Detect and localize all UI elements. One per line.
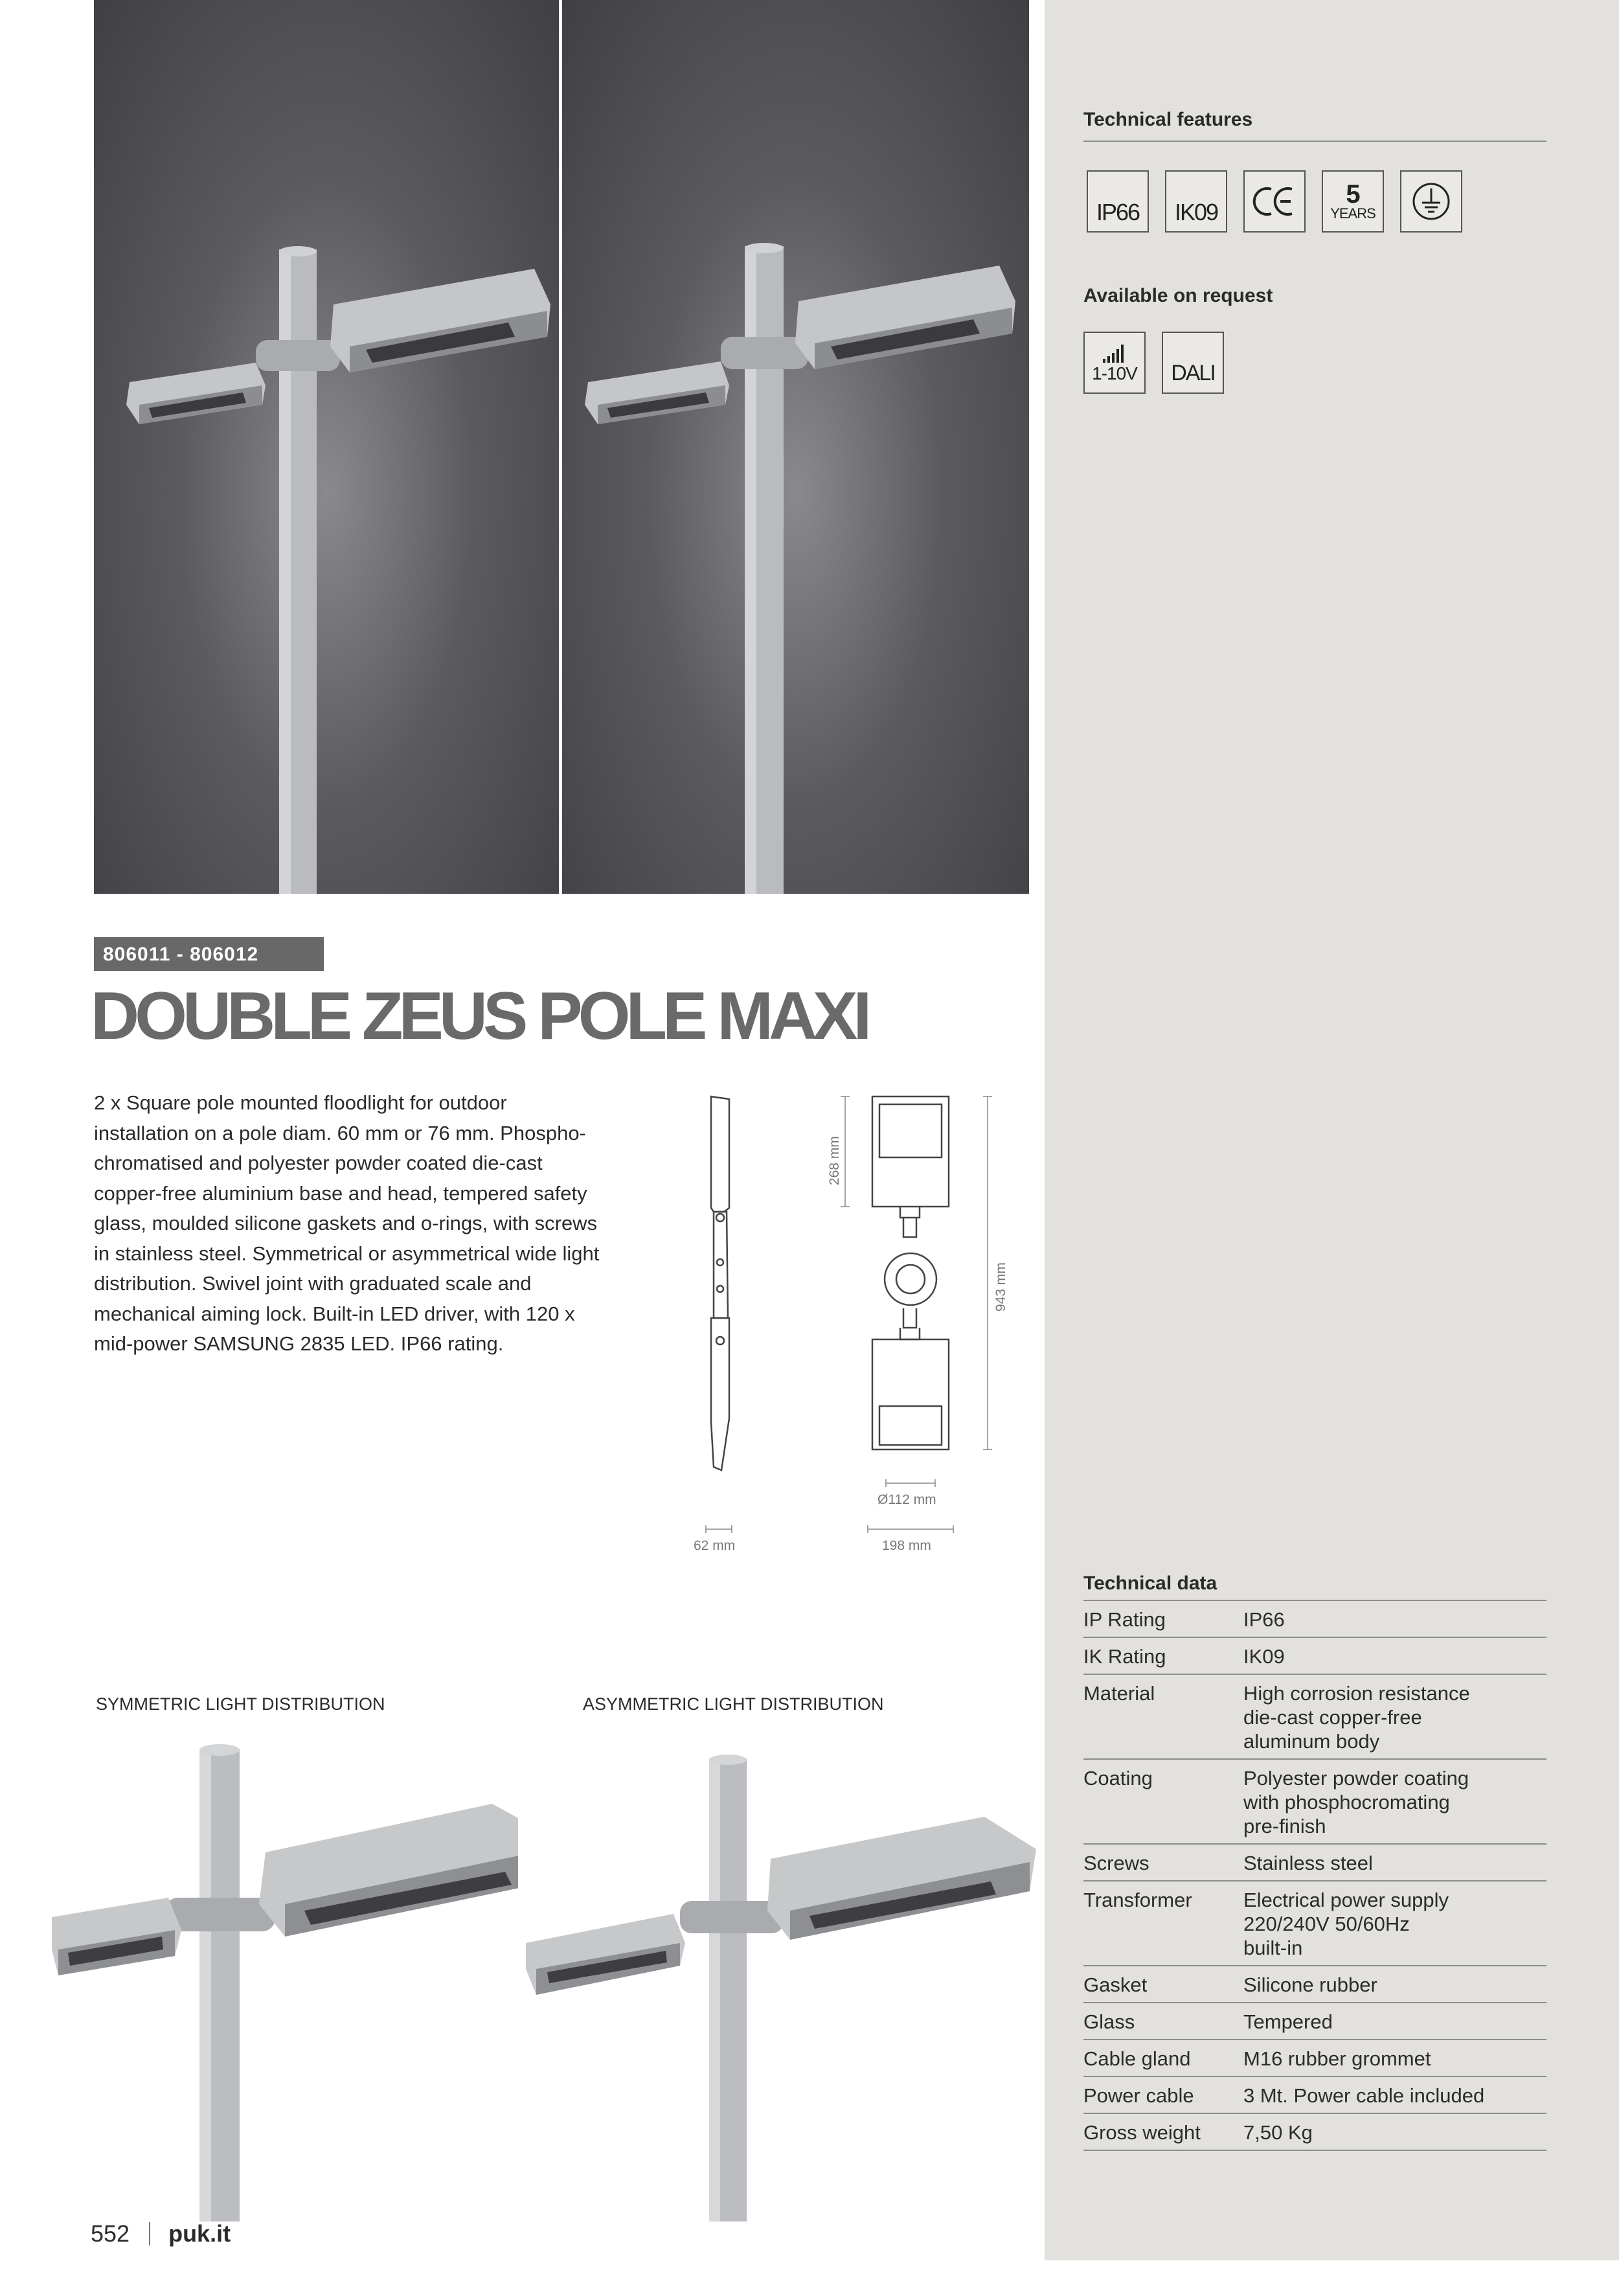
- table-row-key: Gross weight: [1083, 2121, 1201, 2144]
- table-row-value: High corrosion resistance die-cast copper-free aluminum body: [1243, 1682, 1470, 1753]
- table-row-key: Power cable: [1083, 2084, 1194, 2107]
- warranty-icon: 5 YEARS: [1322, 170, 1384, 233]
- table-row: [1083, 1638, 1546, 1675]
- ik-rating-icon: IK09: [1165, 170, 1227, 233]
- hero-photo-left: [94, 0, 559, 894]
- table-row: [1083, 2040, 1546, 2077]
- available-on-request-heading: Available on request: [1083, 285, 1273, 306]
- table-row: [1083, 1675, 1546, 1760]
- technical-data-heading: Technical data: [1083, 1573, 1546, 1601]
- product-description: 2 x Square pole mounted floodlight for outdoor installation on a pole diam. 60 mm or 76 mm. Phospho-chromatised and polyester powder coated die-cast copper-free aluminium base and head, tempered safety glass, moulded silicone gaskets and o-rings, with screws in stainless steel. Symmetrical or asymmetrical wide light distribution. Swivel joint with graduated scale and mechanical aiming lock. Built-in LED driver, with 120 x mid-power SAMSUNG 2835 LED. IP66 rating.: [94, 1091, 600, 1355]
- dim-head-label: 268 mm: [827, 1136, 842, 1185]
- table-row-key: IP Rating: [1083, 1608, 1166, 1631]
- table-row-key: Cable gland: [1083, 2047, 1191, 2070]
- symmetric-distribution-label: SYMMETRIC LIGHT DISTRIBUTION: [96, 1694, 385, 1714]
- ce-mark-icon: [1243, 170, 1306, 233]
- table-row-value: Polyester powder coating with phosphocromating pre-finish: [1243, 1767, 1469, 1837]
- dim-total-label: 943 mm: [993, 1262, 1008, 1312]
- asymmetric-distribution-photo: [518, 1742, 1036, 2222]
- signal-bars-glyph: [1100, 342, 1129, 364]
- table-row: [1083, 2114, 1546, 2151]
- table-row-value: Tempered: [1243, 2010, 1333, 2033]
- table-row: [1083, 1966, 1546, 2003]
- technical-data-rows: [1083, 1601, 1546, 2151]
- double-pole-lamp-illustration: [52, 1742, 557, 2222]
- table-row: [1083, 2003, 1546, 2040]
- ip-rating-icon: IP66: [1087, 170, 1149, 233]
- table-row-value: IP66: [1243, 1608, 1285, 1631]
- technical-data-table: [1083, 1573, 1546, 2151]
- table-row: [1083, 1845, 1546, 1881]
- table-row-value: 7,50 Kg: [1243, 2121, 1313, 2144]
- ce-mark-glyph: [1252, 185, 1297, 218]
- table-row-value: 3 Mt. Power cable included: [1243, 2084, 1485, 2107]
- earth-ground-glyph: [1410, 181, 1452, 222]
- table-row-key: Coating: [1083, 1767, 1153, 1790]
- dali-icon: DALI: [1162, 332, 1224, 394]
- symmetric-distribution-photo: [52, 1742, 557, 2222]
- asymmetric-distribution-label: ASYMMETRIC LIGHT DISTRIBUTION: [583, 1694, 884, 1714]
- table-row-key: Transformer: [1083, 1889, 1192, 1911]
- footer-site: puk.it: [168, 2220, 231, 2247]
- table-row-key: Screws: [1083, 1852, 1149, 1874]
- table-row-key: Glass: [1083, 2010, 1135, 2033]
- product-title: DOUBLE ZEUS POLE MAXI: [91, 979, 868, 1054]
- technical-drawing: [674, 1085, 1036, 1564]
- table-row-key: IK Rating: [1083, 1645, 1166, 1668]
- page-footer: [91, 2220, 231, 2247]
- table-row-value: M16 rubber grommet: [1243, 2047, 1431, 2070]
- side-view: [711, 1097, 729, 1470]
- table-row: [1083, 1760, 1546, 1845]
- table-row: [1083, 1601, 1546, 1638]
- divider: [1083, 141, 1546, 142]
- page-number: 552: [91, 2220, 130, 2247]
- table-row: [1083, 1881, 1546, 1966]
- footer-separator: [149, 2222, 150, 2245]
- hero-photo-right: [562, 0, 1029, 894]
- table-row-key: Gasket: [1083, 1973, 1148, 1996]
- table-row-key: Material: [1083, 1682, 1155, 1705]
- dim-pole-label: Ø112 mm: [877, 1492, 936, 1507]
- double-pole-lamp-illustration: [94, 0, 559, 894]
- double-pole-lamp-illustration: [518, 1742, 1036, 2222]
- table-row-value: IK09: [1243, 1645, 1285, 1668]
- table-row-value: Silicone rubber: [1243, 1973, 1377, 1996]
- table-row-value: Stainless steel: [1243, 1852, 1373, 1874]
- front-view: [872, 1097, 949, 1449]
- dim-width-label: 198 mm: [882, 1538, 931, 1553]
- technical-features-heading: Technical features: [1083, 109, 1253, 130]
- double-pole-lamp-illustration: [562, 0, 1029, 894]
- product-codes: 806011 - 806012: [94, 937, 324, 971]
- dimming-1-10v-icon: 1-10V: [1083, 332, 1146, 394]
- table-row-value: Electrical power supply 220/240V 50/60Hz built-in: [1243, 1889, 1449, 1959]
- dim-depth-label: 62 mm: [694, 1538, 736, 1553]
- earth-ground-icon: [1400, 170, 1462, 233]
- table-row: [1083, 2077, 1546, 2114]
